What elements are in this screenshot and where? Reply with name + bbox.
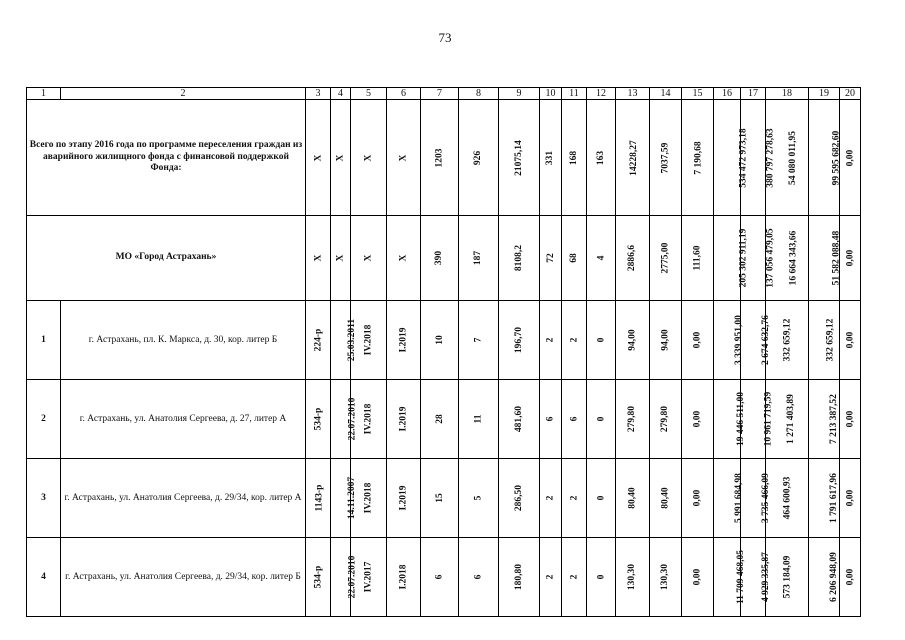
row-cell-value: 2 [569,337,579,343]
total-cell-value: Х [398,154,409,161]
row-cell-value: 0,00 [845,331,855,349]
row-cell [331,538,358,617]
row-cell [387,380,421,459]
row-cell [387,538,421,617]
row-cell-value: 534-р [312,407,323,431]
row-cell [331,301,358,380]
mo-cell-value: 205 302 911,19 [738,228,749,288]
row-cell [499,380,540,459]
mo-cell [840,216,861,301]
row-cell [421,459,459,538]
row-cell-value: 3 735 466,09 [760,473,771,523]
address-cell: г. Астрахань, ул. Анатолия Сергеева, д. 29/34, кор. литер А [61,459,306,538]
mo-cell-value: 137 056 479,05 [765,228,776,288]
row-cell-value: 4 929 335,87 [760,552,771,602]
total-cell [616,100,650,216]
total-cell-value: 331 [545,150,556,165]
row-cell-value: 464 600,93 [782,476,793,520]
row-cell [766,301,809,380]
total-cell-value: 380 797 278,63 [765,127,776,188]
row-number: 2 [27,380,61,459]
column-number: 18 [766,88,809,100]
total-cell [421,100,459,216]
mo-cell [459,216,499,301]
total-cell-value: 168 [569,150,579,165]
row-cell-value: 1143-р [314,484,325,512]
total-cell [351,100,387,216]
address-cell: г. Астрахань, ул. Анатолия Сергеева, д. 29/34, кор. литер Б [61,538,306,617]
row-cell-value: 1 271 403,89 [785,394,796,444]
row-cell-value: 94,00 [660,329,671,351]
column-number: 12 [587,88,616,100]
row-cell-value: 286,50 [514,484,524,512]
table-row [27,301,861,380]
total-cell [306,100,331,216]
mo-cell-value: 111,60 [692,245,703,271]
total-cell-value: 14228,27 [628,139,639,176]
row-cell-value: 2 [545,337,556,343]
row-cell-value: 6 206 948,09 [828,552,839,602]
row-cell-value: 0,00 [692,489,703,507]
row-cell-value: 28 [434,414,445,424]
total-cell-value: 99 595 682,60 [831,130,842,185]
mo-cell-value: Х [335,254,346,262]
header-row [27,88,861,100]
row-cell [459,301,499,380]
row-cell-value: 0,00 [845,410,855,428]
table-row [27,459,861,538]
row-cell [387,301,421,380]
row-cell [387,459,421,538]
row-cell-value: 2 [569,495,579,501]
row-cell [682,459,714,538]
row-cell-value: 0 [596,574,606,580]
table-row [27,380,861,459]
mo-cell [650,216,682,301]
mo-cell-value: 187 [473,250,484,266]
mo-cell [682,216,714,301]
row-cell [562,538,587,617]
row-cell-value: 80,40 [627,487,638,509]
total-cell-value: 163 [596,150,606,165]
table-row [27,538,861,617]
row-cell-value: 11 709 468,05 [736,549,747,605]
row-cell [499,301,540,380]
column-number: 16 [714,88,741,100]
row-cell-value: 0 [596,416,606,422]
row-cell [616,459,650,538]
row-cell [562,380,587,459]
total-cell-value: Х [363,154,374,161]
row-cell-value: I.2018 [398,564,409,590]
row-cell-value: 6 [473,574,484,580]
column-number: 3 [306,88,331,100]
mo-cell [540,216,562,301]
row-cell [650,380,682,459]
row-cell [616,380,650,459]
row-cell-value: IV.2018 [363,482,374,514]
row-cell [682,538,714,617]
row-cell [650,459,682,538]
row-cell [682,380,714,459]
row-cell-value: 7 [473,337,484,343]
row-cell-value: I.2019 [398,406,409,432]
total-cell [459,100,499,216]
mo-cell-value: Х [313,254,323,262]
mo-cell [562,216,587,301]
row-cell [616,538,650,617]
mo-cell-value: 68 [569,253,579,263]
row-cell [587,538,616,617]
address-cell: г. Астрахань, ул. Анатолия Сергеева, д. 27, литер А [61,380,306,459]
row-cell [840,301,861,380]
mo-cell-value: 8108,2 [514,244,524,272]
row-cell [459,538,499,617]
column-number: 8 [459,88,499,100]
row-cell-value: 3 339 951,00 [733,315,744,365]
row-cell-value: 332 659,12 [825,318,836,362]
row-cell [809,459,840,538]
row-cell-value: 2 [569,574,579,580]
mo-cell-value: Х [363,254,374,262]
row-cell-value: 224-р [312,328,323,352]
mo-cell [616,216,650,301]
mo-row [27,216,861,301]
column-number: 13 [616,88,650,100]
row-cell [421,538,459,617]
mo-cell-value: 0,00 [845,249,855,267]
row-cell [421,301,459,380]
row-cell [714,459,744,538]
row-cell [809,301,840,380]
row-cell [809,380,840,459]
row-cell [306,459,331,538]
mo-cell-value: 51 582 088,48 [831,230,842,286]
column-number: 20 [840,88,861,100]
row-cell-value: IV.2017 [363,561,374,593]
mo-cell [306,216,331,301]
total-cell [331,100,351,216]
row-cell [540,538,562,617]
row-cell-value: 6 [569,416,579,422]
row-cell-value: 0 [596,495,606,501]
row-cell [540,301,562,380]
row-cell [587,301,616,380]
column-number: 4 [331,88,351,100]
row-cell [562,301,587,380]
row-cell [650,538,682,617]
mo-cell [499,216,540,301]
resettlement-table [26,87,861,617]
column-number: 19 [809,88,840,100]
mo-cell-value: 2886,6 [627,244,638,272]
row-cell [766,538,809,617]
row-number: 3 [27,459,61,538]
row-cell-value: 0 [596,337,606,343]
row-cell [650,301,682,380]
mo-cell-value: 16 664 343,66 [788,230,799,286]
column-number: 1 [27,88,61,100]
total-cell-value: 0,00 [845,149,855,166]
mo-cell-value: 2775,00 [660,242,671,274]
row-cell [331,459,358,538]
mo-cell-value: Х [398,254,409,262]
mo-cell [387,216,421,301]
row-cell [616,301,650,380]
total-cell [650,100,682,216]
row-cell [499,459,540,538]
row-cell-value: 80,40 [660,487,671,509]
row-cell [421,380,459,459]
address-cell: г. Астрахань, пл. К. Маркса, д. 30, кор. литер Б [61,301,306,380]
row-cell [809,538,840,617]
total-cell-value: 534 472 973,18 [738,127,749,188]
row-cell-value: 5 991 684,98 [733,473,744,523]
row-cell-value: 7 213 387,52 [828,394,839,444]
row-cell [459,459,499,538]
total-cell-value: 7037,59 [660,142,671,173]
row-cell [714,301,744,380]
row-cell [741,301,771,380]
row-cell-value: 10 961 719,59 [763,391,774,447]
total-cell [499,100,540,216]
total-cell-value: 926 [473,150,484,165]
row-cell-value: 2 674 632,76 [760,315,771,365]
row-cell-value: 0,00 [845,568,855,586]
row-cell-value: 279,80 [627,405,638,433]
total-cell [809,100,840,216]
row-cell-value: 0,00 [692,331,703,349]
row-cell-value: 2 [545,495,556,501]
row-cell-value: 15 [434,493,445,503]
row-cell [741,459,771,538]
row-cell [766,459,809,538]
column-number: 5 [351,88,387,100]
row-cell-value: 25.03.2011 [347,318,358,362]
row-cell-value: 22.07.2010 [347,555,358,599]
row-cell-value: IV.2018 [363,403,374,435]
mo-cell-value: 390 [434,250,445,266]
column-number: 11 [562,88,587,100]
row-cell-value: 11 [473,414,484,424]
row-cell [840,380,861,459]
row-cell-value: 6 [434,574,445,580]
total-row [27,100,861,216]
row-cell-value: 0,00 [845,489,855,507]
mo-cell-value: 4 [596,255,606,261]
row-cell [714,538,747,617]
row-cell [306,538,331,617]
column-number: 15 [682,88,714,100]
row-cell [562,459,587,538]
row-cell-value: 5 [473,495,484,501]
row-cell [306,380,331,459]
row-number: 4 [27,538,61,617]
row-cell-value: 10 [434,335,445,345]
row-cell [306,301,331,380]
row-cell [331,380,358,459]
total-cell-value: Х [335,154,346,161]
column-number: 6 [387,88,421,100]
row-cell-value: 94,00 [627,329,638,351]
row-cell-value: 534-р [312,565,323,589]
row-cell [459,380,499,459]
row-cell [714,380,747,459]
mo-cell-value: 72 [545,253,556,263]
mo-cell [351,216,387,301]
total-cell [682,100,714,216]
row-cell-value: 0,00 [692,568,703,586]
row-cell [587,459,616,538]
row-cell-value: 0,00 [692,410,703,428]
mo-cell [587,216,616,301]
row-cell-value: 279,80 [660,405,671,433]
row-number: 1 [27,301,61,380]
row-cell-value: 2 [545,574,556,580]
column-number: 17 [741,88,766,100]
row-cell-value: I.2019 [398,327,409,353]
total-cell [387,100,421,216]
row-cell-value: I.2019 [398,485,409,511]
total-cell [714,100,749,216]
row-cell-value: 180,80 [514,563,524,591]
mo-cell [809,216,840,301]
total-cell-value: 1203 [434,148,445,167]
column-number: 2 [61,88,306,100]
total-cell-value: 54 080 011,95 [788,130,799,185]
row-cell-value: 14.11.2007 [347,476,358,520]
mo-cell [331,216,351,301]
total-cell-value: 21075,14 [514,139,524,176]
row-cell [499,538,540,617]
mo-cell [421,216,459,301]
row-cell-value: 22.07.2010 [347,397,358,441]
row-cell [540,459,562,538]
total-cell [562,100,587,216]
row-cell [540,380,562,459]
row-cell [587,380,616,459]
total-label: Всего по этапу 2016 года по программе переселения граждан из аварийного жилищного фонда с финансовой поддержкой Фонда: [27,100,306,216]
total-cell [540,100,562,216]
column-number: 10 [540,88,562,100]
row-cell-value: 573 184,09 [782,555,793,599]
row-cell-value: 19 446 511,00 [736,391,747,447]
mo-cell [714,216,749,301]
row-cell-value: 1 791 617,96 [828,473,839,523]
row-cell-value: 6 [545,416,556,422]
total-cell-value: 7 190,68 [693,140,704,175]
total-cell-value: Х [313,154,323,161]
row-cell [840,459,861,538]
row-cell-value: IV.2018 [363,324,374,356]
column-number: 9 [499,88,540,100]
total-cell [840,100,861,216]
page-number: 73 [438,30,452,45]
column-number: 14 [650,88,682,100]
row-cell [840,538,861,617]
row-cell-value: 481,60 [514,405,524,433]
row-cell [682,301,714,380]
row-cell-value: 332 659,12 [782,318,793,362]
row-cell-value: 196,70 [514,326,524,354]
mo-label: МО «Город Астрахань» [27,216,306,301]
row-cell-value: 130,30 [660,563,671,591]
total-cell [587,100,616,216]
row-cell-value: 130,30 [627,563,638,591]
column-number: 7 [421,88,459,100]
